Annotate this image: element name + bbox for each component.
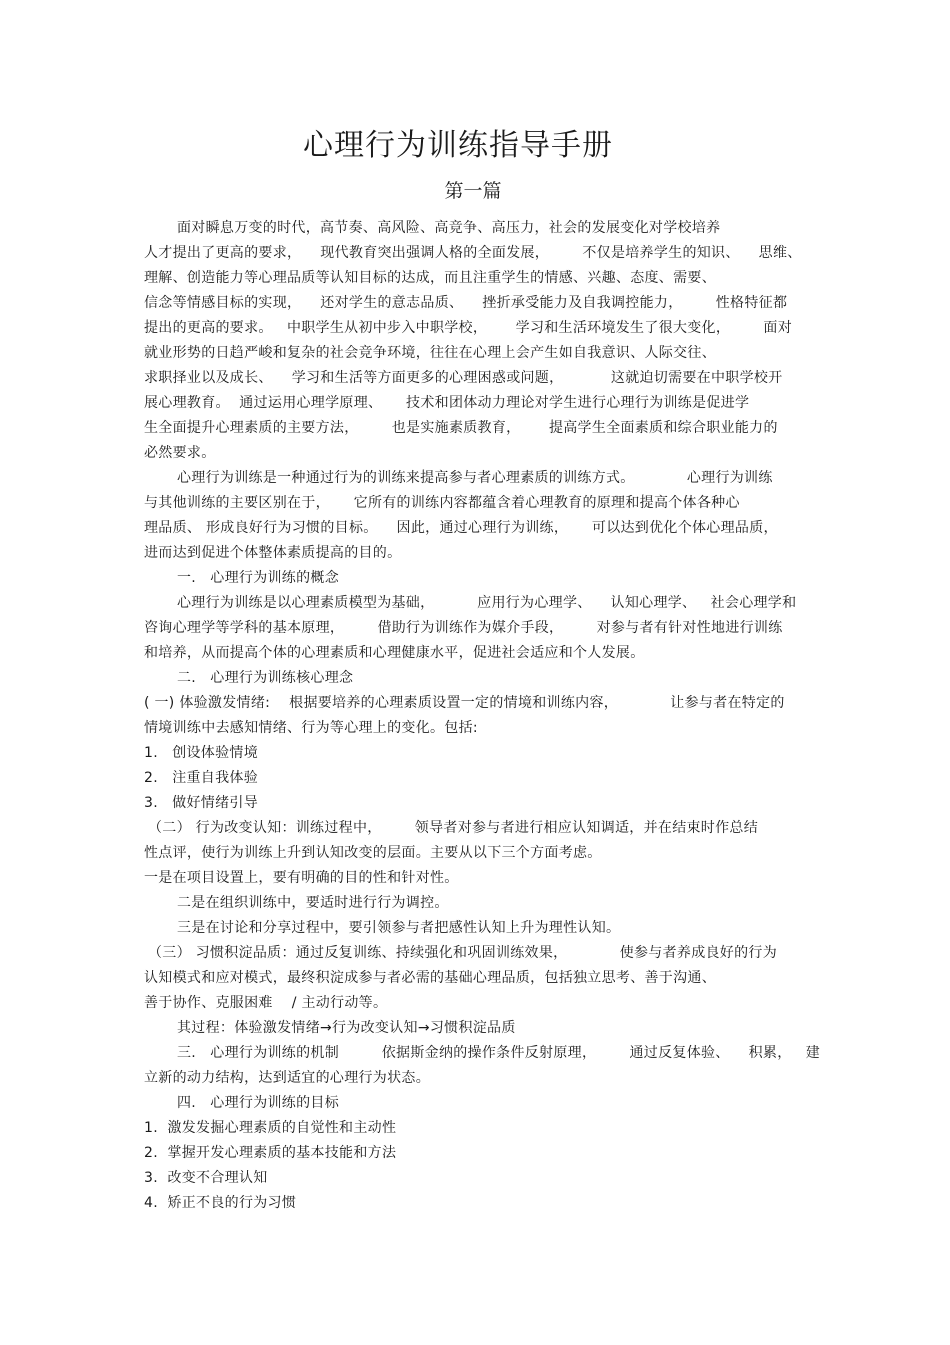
text-line: 其过程：体验激发情绪→行为改变认知→习惯积淀品质	[177, 1020, 516, 1036]
text-line: 进而达到促进个体整体素质提高的目的。	[144, 545, 402, 561]
text-line: 心理行为训练是以心理素质模型为基础， 应用行为心理学、 认知心理学、 社会心理学和	[177, 595, 797, 611]
section-heading: 三. 心理行为训练的机制 依据斯金纳的操作条件反射原理， 通过反复体验、 积累， 建	[177, 1045, 821, 1061]
text-line: 信念等情感目标的实现， 还对学生的意志品质、 挫折承受能力及自我调控能力， 性格特征都	[144, 295, 788, 311]
text-line: 展心理教育。 通过运用心理学原理、 技术和团体动力理论对学生进行心理行为训练是促进学	[144, 395, 750, 411]
text-line: 二是在组织训练中，要适时进行行为调控。	[177, 895, 449, 911]
text-line: 求职择业以及成长、 学习和生活等方面更多的心理困惑或问题， 这就迫切需要在中职学校开	[144, 370, 783, 386]
page-subtitle: 第一篇	[444, 180, 502, 202]
text-line: 性点评，使行为训练上升到认知改变的层面。主要从以下三个方面考虑。	[144, 845, 602, 861]
list-item: 3. 做好情绪引导	[144, 795, 259, 811]
page-title: 心理行为训练指导手册	[303, 128, 613, 163]
text-line: 一是在项目设置上，要有明确的目的性和针对性。	[144, 870, 459, 886]
text-line: 和培养，从而提高个体的心理素质和心理健康水平，促进社会适应和个人发展。	[144, 645, 645, 661]
list-item: 2. 掌握开发心理素质的基本技能和方法	[144, 1145, 397, 1161]
text-line: ( 一) 体验激发情绪: 根据要培养的心理素质设置一定的情境和训练内容， 让参与者在特定的	[144, 695, 785, 711]
list-item: 1. 激发发掘心理素质的自觉性和主动性	[144, 1120, 397, 1136]
list-item: 1. 创设体验情境	[144, 745, 259, 761]
list-item: 2. 注重自我体验	[144, 770, 259, 786]
section-heading: 四. 心理行为训练的目标	[177, 1095, 339, 1111]
list-item: 3. 改变不合理认知	[144, 1170, 268, 1186]
text-line: 生全面提升心理素质的主要方法， 也是实施素质教育， 提高学生全面素质和综合职业能力的	[144, 420, 778, 436]
text-line: 提出的更高的要求。 中职学生从初中步入中职学校， 学习和生活环境发生了很大变化， 面对	[144, 320, 792, 336]
text-line: 咨询心理学等学科的基本原理， 借助行为训练作为媒介手段， 对参与者有针对性地进行训练	[144, 620, 783, 636]
text-line: 就业形势的日趋严峻和复杂的社会竞争环境，往往在心理上会产生如自我意识、人际交往、	[144, 345, 716, 361]
text-line: 必然要求。	[144, 445, 216, 461]
text-line: 立新的动力结构，达到适宜的心理行为状态。	[144, 1070, 430, 1086]
text-line: 三是在讨论和分享过程中，要引领参与者把感性认知上升为理性认知。	[177, 920, 621, 936]
text-line: （三） 习惯积淀品质：通过反复训练、持续强化和巩固训练效果， 使参与者养成良好的行为	[148, 945, 777, 961]
text-line: 与其他训练的主要区别在于， 它所有的训练内容都蕴含着心理教育的原理和提高个体各种心	[144, 495, 740, 511]
text-line: 理解、创造能力等心理品质等认知目标的达成，而且注重学生的情感、兴趣、态度、需要、	[144, 270, 716, 286]
text-line: 认知模式和应对模式，最终积淀成参与者必需的基础心理品质，包括独立思考、善于沟通、	[144, 970, 716, 986]
text-line: 心理行为训练是一种通过行为的训练来提高参与者心理素质的训练方式。 心理行为训练	[177, 470, 773, 486]
section-heading: 二. 心理行为训练核心理念	[177, 670, 354, 686]
section-heading: 一. 心理行为训练的概念	[177, 570, 339, 586]
text-line: 善于协作、克服困难 / 主动行动等。	[144, 995, 388, 1011]
list-item: 4. 矫正不良的行为习惯	[144, 1195, 297, 1211]
text-line: 人才提出了更高的要求， 现代教育突出强调人格的全面发展， 不仅是培养学生的知识、 思维、	[144, 245, 802, 261]
text-line: 面对瞬息万变的时代，高节奏、高风险、高竞争、高压力，社会的发展变化对学校培养	[177, 220, 721, 236]
text-line: 情境训练中去感知情绪、行为等心理上的变化。包括:	[144, 720, 478, 736]
text-line: （二） 行为改变认知：训练过程中， 领导者对参与者进行相应认知调适，并在结束时作总结	[148, 820, 758, 836]
text-line: 理品质、 形成良好行为习惯的目标。 因此，通过心理行为训练， 可以达到优化个体心理品质，	[144, 520, 778, 536]
